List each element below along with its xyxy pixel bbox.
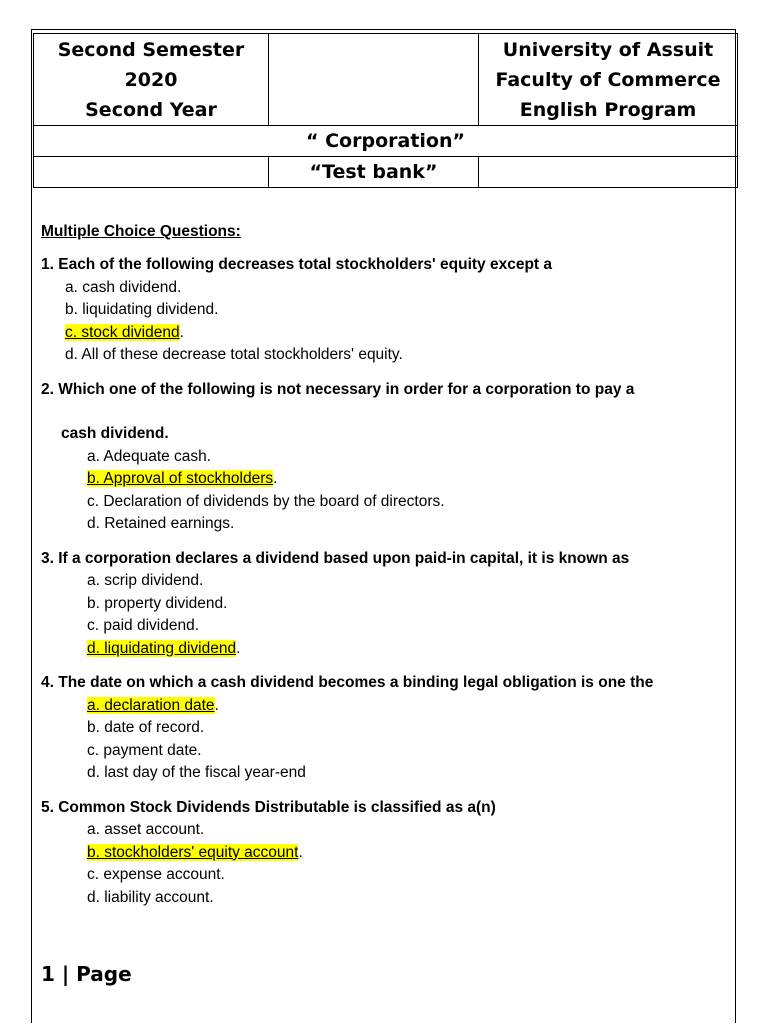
option: c. payment date.	[87, 741, 202, 759]
punctuation: .	[236, 639, 241, 657]
punctuation: .	[179, 323, 184, 341]
page-separator: |	[61, 962, 77, 986]
option: b. liquidating dividend.	[65, 301, 219, 318]
option-correct	[41, 468, 741, 491]
option-correct	[41, 695, 741, 718]
option: a. scrip dividend.	[87, 572, 204, 589]
question-4	[41, 672, 741, 785]
answer-highlight: b. Approval of stockholders	[87, 470, 274, 487]
answer-highlight: b. stockholders' equity account	[87, 843, 299, 861]
empty-cell-left	[34, 157, 269, 188]
answer-highlight: c. stock dividend	[65, 323, 180, 341]
question-3	[41, 548, 741, 661]
question-text: 5. Common Stock Dividends Distributable is classified as a(n)	[41, 798, 496, 816]
page-label: Page	[76, 962, 132, 986]
option: d. last day of the fiscal year-end	[87, 764, 306, 781]
option: a. Adequate cash.	[87, 447, 212, 465]
document-subtitle: “ Corporation”	[34, 126, 738, 157]
option: c. paid dividend.	[87, 617, 200, 634]
option: d. All of these decrease total stockholders' equity.	[65, 346, 403, 363]
section-heading: Multiple Choice Questions:	[41, 223, 241, 240]
empty-cell-right	[479, 157, 738, 188]
question-2	[41, 379, 741, 536]
option: d. Retained earnings.	[87, 515, 235, 532]
question-text: 3. If a corporation declares a dividend based upon paid-in capital, it is known as	[41, 549, 630, 567]
option: d. liability account.	[87, 888, 214, 906]
option: b. property dividend.	[87, 594, 228, 612]
document-title: “Test bank”	[269, 157, 479, 188]
header-table	[33, 33, 738, 188]
question-text: 4. The date on which a cash dividend becomes a binding legal obligation is one the	[41, 674, 654, 691]
document-body	[41, 219, 741, 909]
year-line: 2020	[124, 68, 178, 91]
option-correct	[41, 842, 741, 865]
option: a. asset account.	[87, 821, 205, 838]
option: c. Declaration of dividends by the board of directors.	[87, 492, 445, 510]
semester-line: Second Semester	[57, 38, 245, 61]
study-year-line: Second Year	[85, 98, 217, 121]
punctuation: .	[273, 470, 278, 487]
option: b. date of record.	[87, 719, 205, 736]
punctuation: .	[298, 843, 303, 861]
empty-header-cell	[269, 34, 479, 126]
punctuation: .	[214, 696, 219, 714]
question-text: 1. Each of the following decreases total stockholders' equity except a	[41, 256, 553, 273]
option: c. expense account.	[87, 866, 225, 883]
option-correct	[41, 322, 741, 345]
university-line: University of Assuit	[502, 38, 714, 61]
option: a. cash dividend.	[65, 278, 182, 296]
answer-highlight: d. liquidating dividend	[87, 639, 237, 657]
answer-highlight: a. declaration date	[87, 696, 215, 714]
institution-info-cell	[479, 34, 738, 126]
program-line: English Program	[519, 98, 697, 121]
question-1	[41, 254, 741, 367]
page-number: 1	[41, 962, 55, 986]
option-correct	[41, 638, 741, 661]
question-text: 2. Which one of the following is not necessary in order for a corporation to pay a	[41, 380, 635, 398]
semester-info-cell	[34, 34, 269, 126]
question-5	[41, 797, 741, 910]
faculty-line: Faculty of Commerce	[495, 68, 721, 91]
page-footer	[41, 962, 132, 986]
question-text-continued: cash dividend.	[61, 425, 169, 442]
